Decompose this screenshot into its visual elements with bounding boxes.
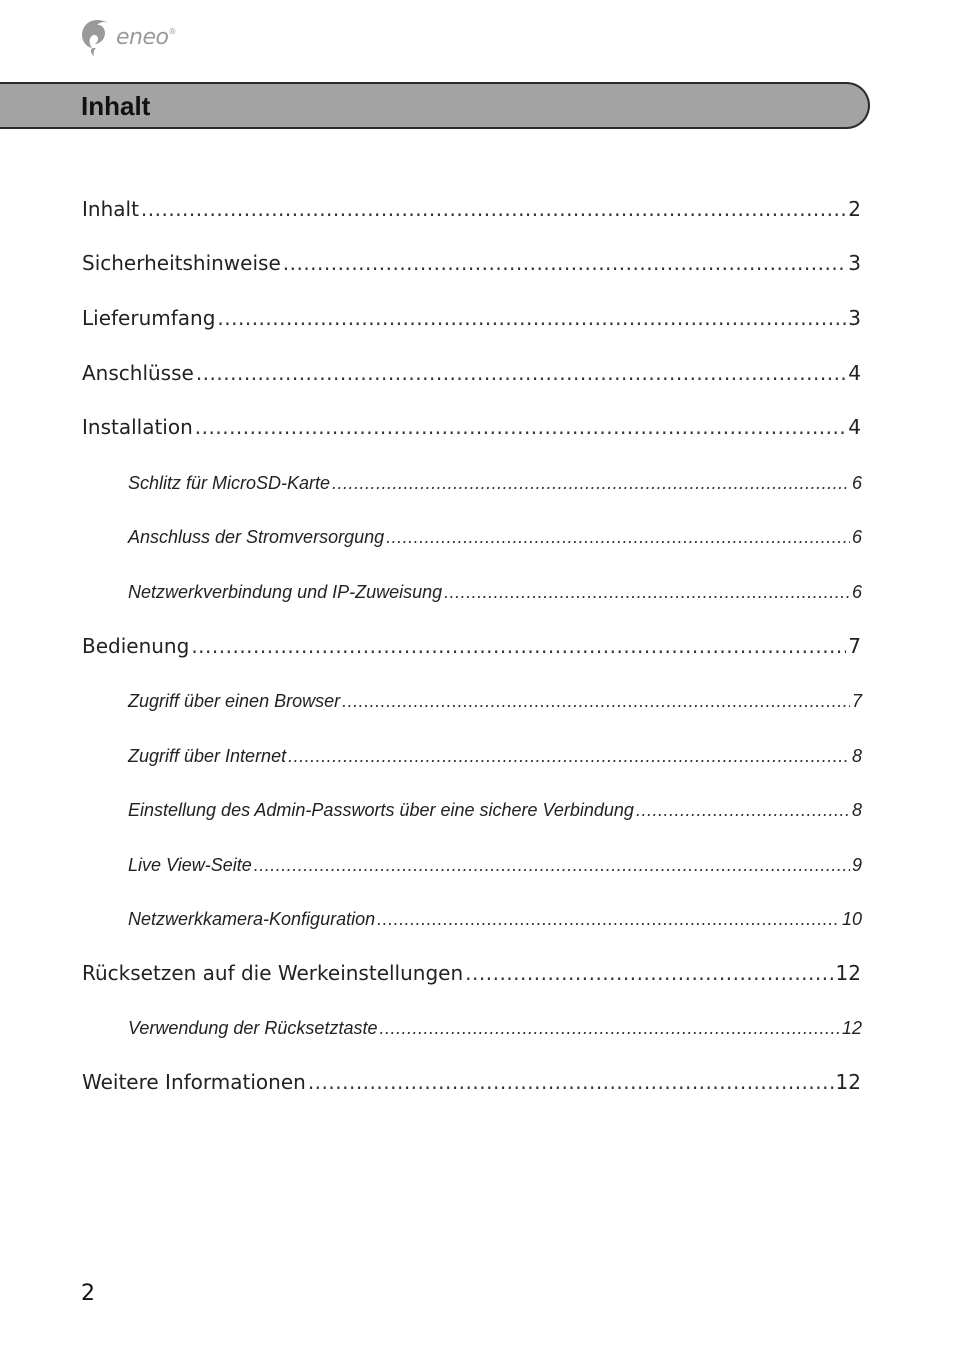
toc-leader-dots [217, 306, 846, 330]
toc-entry-label: Anschluss der Stromversorgung [128, 527, 385, 547]
toc-entry[interactable] [82, 361, 861, 385]
toc-entry-page: 12 [835, 961, 861, 985]
toc-entry-label: Anschlüsse [82, 361, 194, 385]
toc-entry-label: Einstellung des Admin-Passworts über eine sichere Verbindung [128, 800, 634, 820]
toc-entry[interactable] [82, 306, 861, 330]
toc-entry-page: 2 [848, 197, 861, 221]
toc-entry-label: Netzwerkverbindung und IP-Zuweisung [128, 582, 443, 602]
toc-entry-page: 6 [851, 527, 862, 547]
toc-entry-label: Lieferumfang [82, 306, 216, 330]
toc-entry-page: 6 [851, 582, 862, 602]
page-title: Inhalt [81, 91, 151, 121]
toc-entry[interactable] [82, 251, 861, 275]
toc-entry-label: Inhalt [82, 197, 139, 221]
toc-entry-page: 7 [848, 634, 861, 658]
toc-subentry[interactable] [128, 800, 862, 821]
toc-leader-dots [141, 197, 846, 221]
toc-entry-page: 10 [841, 909, 862, 929]
toc-entry-page: 7 [851, 691, 862, 711]
toc-entry-page: 9 [851, 855, 862, 875]
page-number: 2 [81, 1281, 95, 1306]
toc-entry-label: Zugriff über einen Browser [128, 691, 341, 711]
toc-entry-label: Rücksetzen auf die Werkeinstellungen [82, 961, 464, 985]
toc-leader-dots [254, 855, 850, 876]
toc-leader-dots [283, 251, 847, 275]
logo-wordmark: eneo® [116, 24, 176, 50]
toc-leader-dots [342, 691, 850, 712]
eneo-logo [80, 16, 176, 58]
toc-entry-label: Weitere Informationen [82, 1070, 306, 1094]
toc-entry-page: 3 [848, 251, 861, 275]
toc-entry-page: 12 [841, 1018, 862, 1038]
toc-entry-label: Zugriff über Internet [128, 746, 287, 766]
toc-leader-dots [636, 800, 850, 821]
toc-entry-label: Netzwerkkamera-Konfiguration [128, 909, 376, 929]
toc-entry[interactable] [82, 634, 861, 658]
toc-leader-dots [191, 634, 846, 658]
toc-subentry[interactable] [128, 473, 862, 494]
toc-entry-label: Schlitz für MicroSD-Karte [128, 473, 331, 493]
toc-entry-page: 4 [848, 415, 861, 439]
toc-entry[interactable] [82, 961, 861, 985]
toc-leader-dots [377, 909, 840, 930]
toc-leader-dots [332, 473, 850, 494]
toc-entry-label: Sicherheitshinweise [82, 251, 281, 275]
toc-entry-page: 4 [848, 361, 861, 385]
toc-subentry[interactable] [128, 527, 862, 548]
toc-subentry[interactable] [128, 909, 862, 930]
toc-subentry[interactable] [128, 691, 862, 712]
toc-leader-dots [288, 746, 850, 767]
toc-leader-dots [308, 1070, 834, 1094]
toc-entry-page: 6 [851, 473, 862, 493]
toc-subentry[interactable] [128, 1018, 862, 1039]
toc-entry[interactable] [82, 415, 861, 439]
eneo-logo-icon [80, 17, 114, 57]
toc-leader-dots [196, 361, 846, 385]
toc-subentry[interactable] [128, 855, 862, 876]
toc-entry-label: Bedienung [82, 634, 190, 658]
toc-entry-page: 12 [835, 1070, 861, 1094]
toc-subentry[interactable] [128, 582, 862, 603]
toc-leader-dots [444, 582, 850, 603]
toc-leader-dots [465, 961, 833, 985]
toc-entry-page: 8 [851, 746, 862, 766]
toc-entry-label: Installation [82, 415, 193, 439]
toc-entry-label: Live View-Seite [128, 855, 252, 875]
toc-leader-dots [195, 415, 846, 439]
toc-leader-dots [379, 1018, 840, 1039]
toc-subentry[interactable] [128, 746, 862, 767]
toc-entry[interactable] [82, 1070, 861, 1094]
toc-entry[interactable] [82, 197, 861, 221]
toc-entry-label: Verwendung der Rücksetztaste [128, 1018, 378, 1038]
toc-leader-dots [386, 527, 850, 548]
toc-entry-page: 3 [848, 306, 861, 330]
toc-entry-page: 8 [851, 800, 862, 820]
